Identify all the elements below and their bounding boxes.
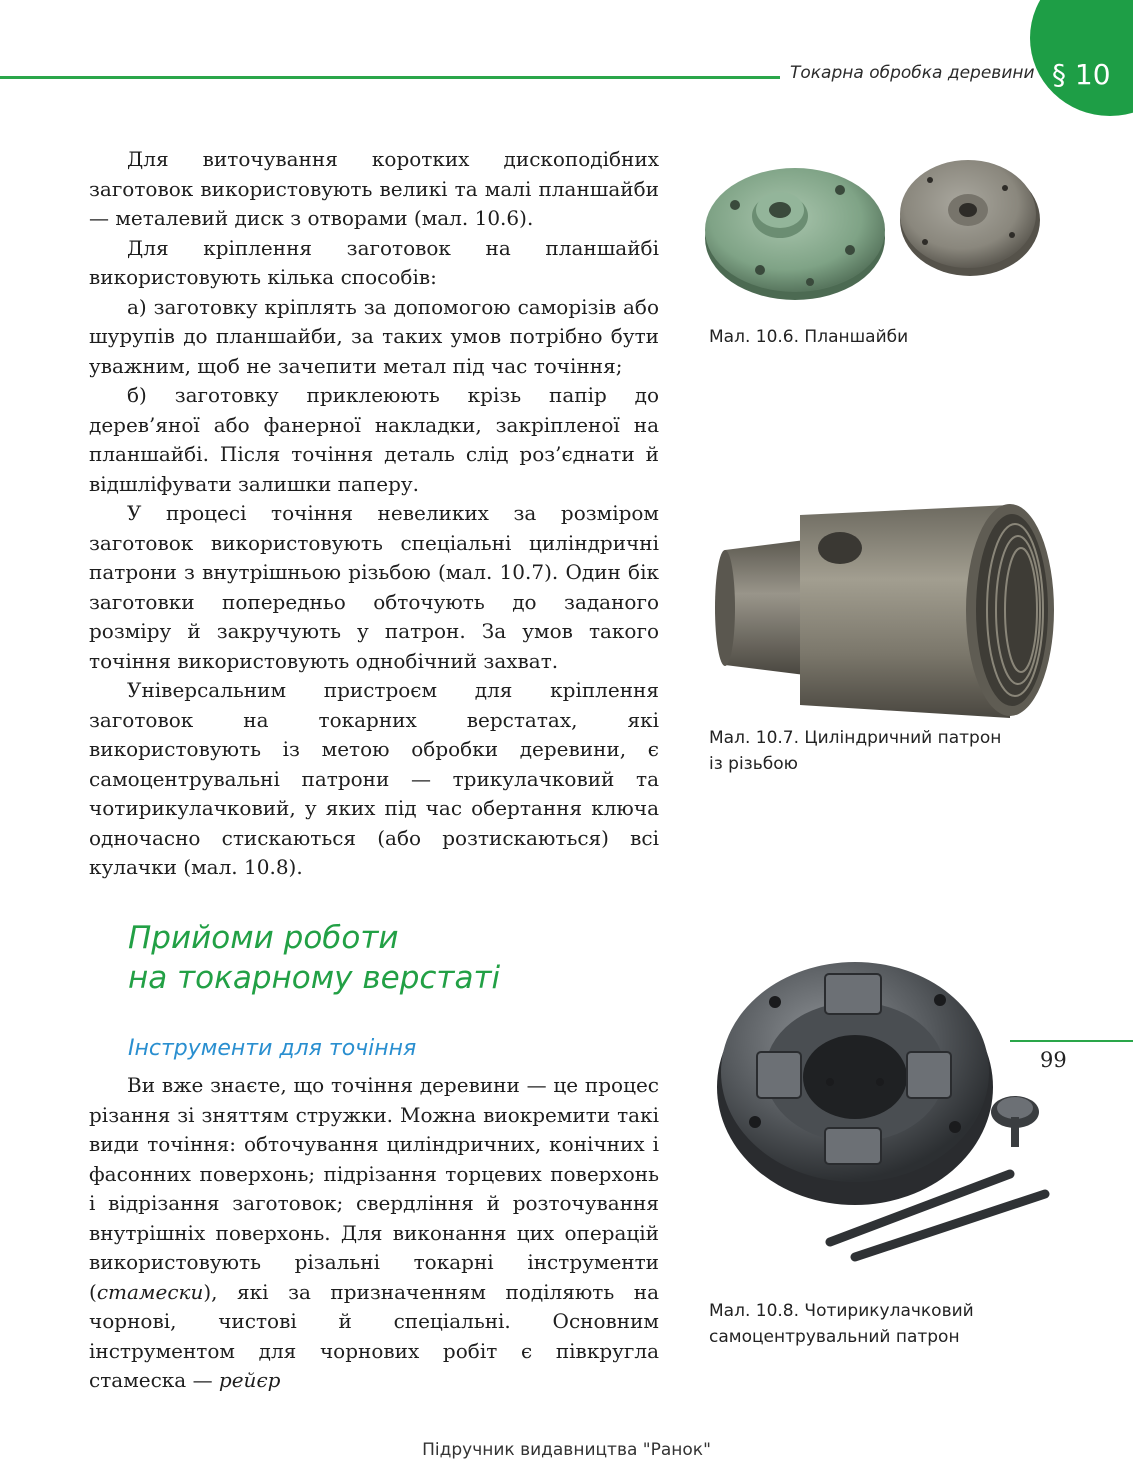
section-heading [128, 918, 500, 998]
paragraph: У процесі точіння невеликих за розміром заготовок використовують спеціальні циліндричні патрони з внутрішньою різьбою (мал. 10.7). Один бік заготовки попередньо обточують до заданого розміру й закручують у патрон. За умов такого точіння використовують однобічний захват. [89, 501, 659, 673]
figure-caption-line: самоцентрувальний патрон [709, 1327, 960, 1347]
paragraph: Для кріплення заготовок на планшайбі використовують кілька способів: [89, 235, 659, 289]
page-number: 99 [1040, 1048, 1067, 1072]
text-run: Ви вже знаєте, що точіння деревини — це процес різання зі зняттям стружки. Можна виокремити такі види точіння: обточування циліндричних, конічних і фасонних поверхонь; підрізання торцевих поверхонь і відрізання заготовок; свердління й розточування внутрішніх поверхонь. Для виконання цих операцій використовують різальні токарні інструменти ( [89, 1073, 659, 1304]
figure-caption: Мал. 10.6. Планшайби [709, 327, 909, 347]
subsection-heading: Інструменти для точіння [128, 1036, 417, 1061]
paragraph [89, 1071, 659, 1396]
page-number-rule [1010, 1040, 1133, 1042]
section-heading-line: Прийоми роботи [128, 920, 399, 956]
body-text-upper [89, 145, 659, 883]
header-rule [0, 76, 780, 79]
section-heading-line: на токарному верстаті [128, 960, 501, 996]
emphasized-term: рейєр [218, 1368, 281, 1392]
running-header-title: Токарна обробка деревини [790, 63, 1035, 83]
four-jaw-chuck-image [715, 912, 1060, 1272]
paragraph: б) заготовку приклеюють крізь папір до дерев’яної або фанерної накладки, закріпленої на планшайбі. Після точіння деталь слід роз’єднати й відшліфувати залишки паперу. [89, 383, 659, 496]
publisher-footer: Підручник видавництва "Ранок" [422, 1440, 711, 1460]
cylindrical-chuck-image [710, 500, 1065, 725]
figure-caption-line: Мал. 10.7. Циліндричний патрон [709, 728, 1002, 748]
figure-caption-line: із різьбою [709, 754, 798, 774]
figure-caption-line: Мал. 10.8. Чотирикулачковий [709, 1301, 974, 1321]
section-number: § 10 [1052, 58, 1111, 91]
text-run: ), які за призначенням поділяють на чорнові, чистові й спеціальні. Основним інструментом для чорнових робіт є півкругла стамеска — [89, 1279, 659, 1392]
emphasized-term: стамески [96, 1279, 204, 1304]
paragraph: Для виточування коротких дископодібних заготовок використовують великі та малі планшайби — металевий диск з отворами (мал. 10.6). [89, 147, 659, 230]
figure-caption [709, 1298, 974, 1350]
figure-caption [709, 725, 1001, 777]
body-text-lower [89, 1071, 659, 1396]
faceplates-image [700, 150, 1060, 305]
paragraph: Універсальним пристроєм для кріплення заготовок на токарних верстатах, які використовують із метою обробки деревини, є самоцентрувальні патрони — трикулачковий та чотирикулачковий, у яких під час обертання ключа одночасно стискаються (або розтискаються) всі кулачки (мал. 10.8). [89, 678, 659, 879]
paragraph: а) заготовку кріплять за допомогою саморізів або шурупів до планшайби, за таких умов потрібно бути уважним, щоб не зачепити метал під час точіння; [89, 294, 659, 378]
